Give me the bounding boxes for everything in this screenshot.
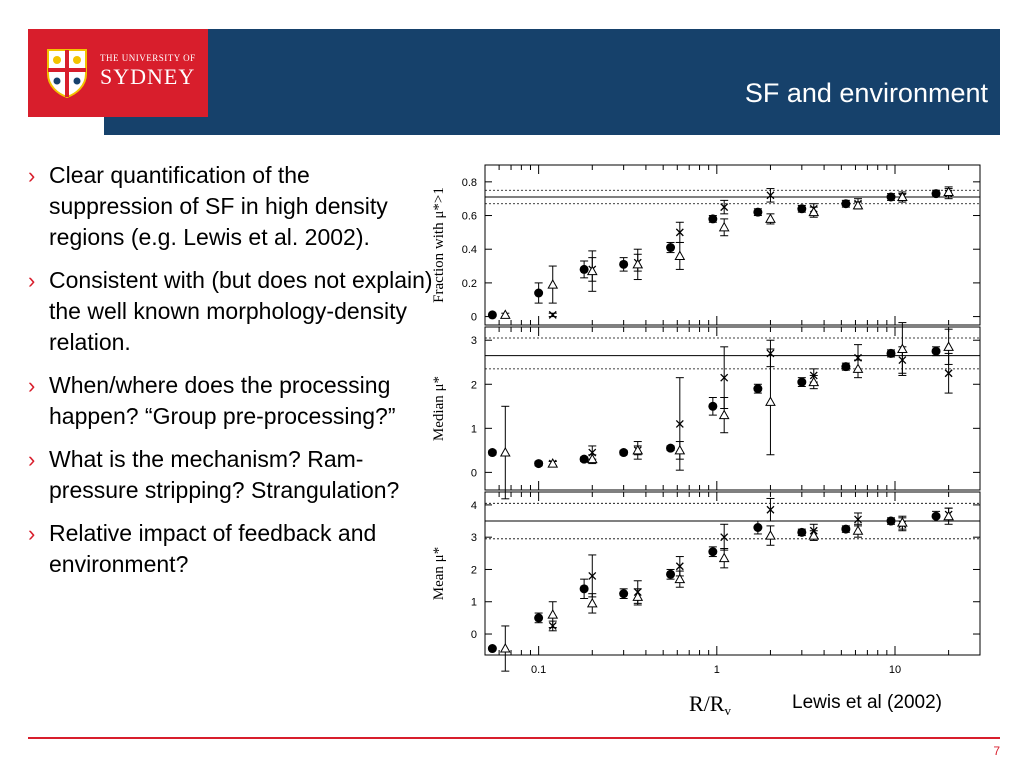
y-tick-label: 0.6 xyxy=(461,210,477,223)
data-point-triangle xyxy=(766,397,775,405)
data-point-circle xyxy=(753,208,762,217)
logo-line1: THE UNIVERSITY OF xyxy=(100,53,196,63)
y-tick-label: 2 xyxy=(470,379,477,392)
data-point-triangle xyxy=(633,592,642,600)
data-point-triangle xyxy=(675,251,684,259)
data-point-circle xyxy=(708,547,717,556)
data-point-triangle xyxy=(853,364,862,372)
data-point-triangle xyxy=(944,512,953,520)
x-axis-label-main: R/R xyxy=(689,691,725,715)
data-point-circle xyxy=(887,349,896,358)
page-number: 7 xyxy=(993,744,1000,758)
data-point-circle xyxy=(753,384,762,393)
data-point-triangle xyxy=(898,345,907,353)
data-point-circle xyxy=(580,265,589,274)
bullet-text: Clear quantification of the suppression of SF in high density regions (e.g. Lewis et al. 2002). xyxy=(49,162,388,250)
bullet-item xyxy=(28,265,438,358)
data-point-triangle xyxy=(588,267,597,275)
x-tick-label: 0.1 xyxy=(530,664,547,676)
bullet-item xyxy=(28,518,438,580)
data-point-circle xyxy=(666,444,675,453)
y-axis-label: Fraction with μ*>1 xyxy=(431,187,447,303)
data-point-circle xyxy=(753,523,762,532)
y-tick-label: 0 xyxy=(470,629,477,642)
y-tick-label: 2 xyxy=(470,564,477,577)
crest-icon xyxy=(46,48,88,98)
data-point-circle xyxy=(666,570,675,579)
data-point-circle xyxy=(534,613,543,622)
data-point-circle xyxy=(841,362,850,371)
bullet-text: Consistent with (but does not explain) the well known morphology-density relation. xyxy=(49,267,433,355)
x-tick-label: 1 xyxy=(713,664,720,676)
y-tick-label: 3 xyxy=(470,335,477,348)
data-point-triangle xyxy=(809,531,818,539)
bullet-marker: › xyxy=(28,521,36,546)
data-point-circle xyxy=(488,644,497,653)
data-point-circle xyxy=(932,512,941,521)
footer-rule xyxy=(28,737,1000,739)
data-point-circle xyxy=(488,310,497,319)
y-tick-label: 1 xyxy=(470,423,477,436)
data-point-circle xyxy=(708,402,717,411)
data-point-cross xyxy=(549,311,556,318)
data-point-circle xyxy=(797,378,806,387)
data-point-triangle xyxy=(501,644,510,652)
data-point-triangle xyxy=(944,342,953,350)
y-tick-label: 1 xyxy=(470,596,477,609)
data-point-triangle xyxy=(501,310,510,318)
bullet-marker: › xyxy=(28,268,36,293)
bullet-marker: › xyxy=(28,447,36,472)
bullet-text: What is the mechanism? Ram-pressure stripping? Strangulation? xyxy=(49,446,400,503)
y-tick-label: 4 xyxy=(470,499,477,512)
x-axis-label-sub: v xyxy=(724,703,731,715)
y-tick-label: 0 xyxy=(470,467,477,480)
data-point-circle xyxy=(887,517,896,526)
bullet-list xyxy=(28,160,438,592)
panel-frame xyxy=(485,165,980,325)
y-tick-label: 0.2 xyxy=(461,277,477,290)
bullet-item xyxy=(28,444,438,506)
bullet-marker: › xyxy=(28,163,36,188)
y-axis-label: Median μ* xyxy=(431,375,447,442)
slide-title: SF and environment xyxy=(744,78,988,108)
data-point-circle xyxy=(580,584,589,593)
y-tick-label: 3 xyxy=(470,532,477,545)
y-axis-label: Mean μ* xyxy=(431,546,447,601)
data-point-triangle xyxy=(548,610,557,618)
bullet-item xyxy=(28,370,438,432)
data-point-triangle xyxy=(588,599,597,607)
data-point-circle xyxy=(488,448,497,457)
data-point-triangle xyxy=(853,526,862,534)
y-tick-label: 0 xyxy=(470,311,477,324)
data-point-circle xyxy=(887,193,896,202)
lewis-figure xyxy=(425,155,985,715)
data-point-triangle xyxy=(720,223,729,231)
data-point-triangle xyxy=(633,260,642,268)
x-axis-label xyxy=(689,691,731,715)
data-point-circle xyxy=(619,589,628,598)
data-point-triangle xyxy=(766,214,775,222)
data-point-triangle xyxy=(501,448,510,456)
data-point-circle xyxy=(932,189,941,198)
data-point-triangle xyxy=(720,554,729,562)
bullet-item xyxy=(28,160,438,253)
x-tick-label: 10 xyxy=(888,664,902,676)
data-point-circle xyxy=(619,260,628,269)
data-point-circle xyxy=(932,347,941,356)
bullet-text: When/where does the processing happen? “Group pre-processing?” xyxy=(49,372,396,429)
data-point-circle xyxy=(534,289,543,298)
figure-caption: Lewis et al (2002) xyxy=(792,692,942,713)
data-point-triangle xyxy=(720,411,729,419)
data-point-circle xyxy=(580,455,589,464)
data-point-circle xyxy=(534,459,543,468)
bullet-marker: › xyxy=(28,373,36,398)
y-tick-label: 0.8 xyxy=(461,176,477,189)
data-point-circle xyxy=(797,204,806,213)
data-point-triangle xyxy=(548,280,557,288)
data-point-circle xyxy=(619,448,628,457)
university-logo xyxy=(28,29,208,117)
y-tick-label: 0.4 xyxy=(461,244,477,257)
data-point-circle xyxy=(797,528,806,537)
bullet-text: Relative impact of feedback and environment? xyxy=(49,520,377,577)
data-point-circle xyxy=(666,243,675,252)
data-point-circle xyxy=(841,525,850,534)
logo-line2: SYDNEY xyxy=(100,64,196,89)
data-point-circle xyxy=(708,214,717,223)
data-point-triangle xyxy=(675,446,684,454)
data-point-triangle xyxy=(766,531,775,539)
data-point-circle xyxy=(841,199,850,208)
data-point-triangle xyxy=(898,518,907,526)
